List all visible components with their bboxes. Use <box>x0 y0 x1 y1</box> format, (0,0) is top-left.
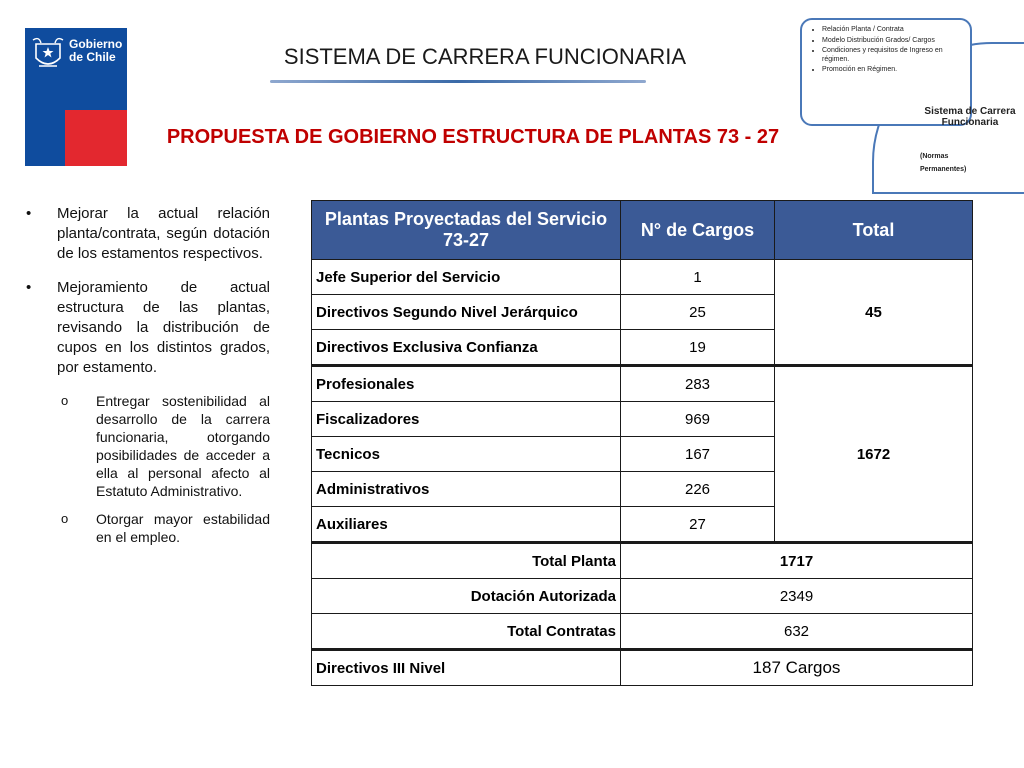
objective-text: Mejorar la actual relación planta/contrata, según dotación de los estamentos respectivos. <box>57 205 270 262</box>
row-label: Fiscalizadores <box>312 402 621 437</box>
total-planta-label: Total Planta <box>312 543 621 579</box>
row-value: 283 <box>621 366 775 402</box>
diagram-topics-list <box>802 26 970 75</box>
sub-objective-item <box>24 510 270 546</box>
sub-objective-item <box>24 392 270 500</box>
objective-text: Mejoramiento de actual estructura de las plantas, revisando la distribución de cupos en los distintos grados, por estamento. <box>57 279 270 376</box>
logo-blue-stripe <box>25 110 65 166</box>
sub-objective-text: Otorgar mayor estabilidad en el empleo. <box>96 511 270 545</box>
directivos-iii-row <box>312 650 973 686</box>
row-value: 969 <box>621 402 775 437</box>
row-label: Administrativos <box>312 472 621 507</box>
bullet-mark: • <box>26 205 32 222</box>
row-value: 19 <box>621 330 775 366</box>
header-plantas: Plantas Proyectadas del Servicio 73-27 <box>312 201 621 260</box>
group1-total: 45 <box>775 260 973 366</box>
row-label: Directivos Segundo Nivel Jerárquico <box>312 295 621 330</box>
objective-item <box>24 204 270 264</box>
row-value: 167 <box>621 437 775 472</box>
table-row <box>312 260 973 295</box>
sub-objective-text: Entregar sostenibilidad al desarrollo de la carrera funcionaria, otorgando posibilidades de acceder a ella al personal afecto al Estatuto Administrativo. <box>96 393 270 499</box>
diagram-center-sub <box>920 150 966 176</box>
header-total: Total <box>775 201 973 260</box>
diagram-item: • Condiciones y requisitos de Ingreso en régimen. <box>822 47 970 64</box>
header-cargos: N° de Cargos <box>621 201 775 260</box>
row-value: 226 <box>621 472 775 507</box>
sub-bullet-mark: o <box>61 393 69 408</box>
diagram-item: • Relación Planta / Contrata <box>822 26 970 35</box>
gobierno-de-chile-logo <box>25 28 127 166</box>
total-planta-value: 1717 <box>621 543 973 579</box>
diagram-sub-line1: (Normas <box>920 153 949 160</box>
objective-item <box>24 278 270 378</box>
dotacion-label: Dotación Autorizada <box>312 579 621 614</box>
logo-text <box>69 38 122 64</box>
row-value: 1 <box>621 260 775 295</box>
total-contratas-value: 632 <box>621 614 973 650</box>
row-label: Auxiliares <box>312 507 621 543</box>
group2-total: 1672 <box>775 366 973 543</box>
row-value: 25 <box>621 295 775 330</box>
dotacion-value: 2349 <box>621 579 973 614</box>
directivos-iii-value: 187 Cargos <box>621 650 973 686</box>
diagram-center-label: Sistema de Carrera Funcionaria <box>924 106 1016 128</box>
sub-bullet-mark: o <box>61 511 69 526</box>
dotacion-row <box>312 579 973 614</box>
logo-red-stripe <box>65 110 127 166</box>
row-label: Profesionales <box>312 366 621 402</box>
row-value: 27 <box>621 507 775 543</box>
diagram-item: • Promoción en Régimen. <box>822 66 970 75</box>
plantas-table <box>311 200 973 686</box>
diagram-sub-line2: Permanentes) <box>920 166 967 173</box>
directivos-iii-label: Directivos III Nivel <box>312 650 621 686</box>
objectives-list <box>24 204 270 556</box>
total-contratas-label: Total Contratas <box>312 614 621 650</box>
table-row <box>312 366 973 402</box>
title-underline <box>270 80 646 83</box>
total-planta-row <box>312 543 973 579</box>
page-subtitle: PROPUESTA DE GOBIERNO ESTRUCTURA DE PLANTAS 73 - 27 <box>166 126 780 148</box>
career-system-diagram <box>800 18 1024 193</box>
chile-coat-of-arms-icon <box>31 36 65 72</box>
logo-line2: de Chile <box>69 50 116 64</box>
bullet-mark: • <box>26 279 32 296</box>
total-contratas-row <box>312 614 973 650</box>
row-label: Directivos Exclusiva Confianza <box>312 330 621 366</box>
row-label: Tecnicos <box>312 437 621 472</box>
page-title: SISTEMA DE CARRERA FUNCIONARIA <box>283 44 687 69</box>
table-header-row <box>312 201 973 260</box>
diagram-item: • Modelo Distribución Grados/ Cargos <box>822 37 970 46</box>
logo-line1: Gobierno <box>69 37 123 51</box>
row-label: Jefe Superior del Servicio <box>312 260 621 295</box>
logo-blue-block <box>25 28 127 110</box>
